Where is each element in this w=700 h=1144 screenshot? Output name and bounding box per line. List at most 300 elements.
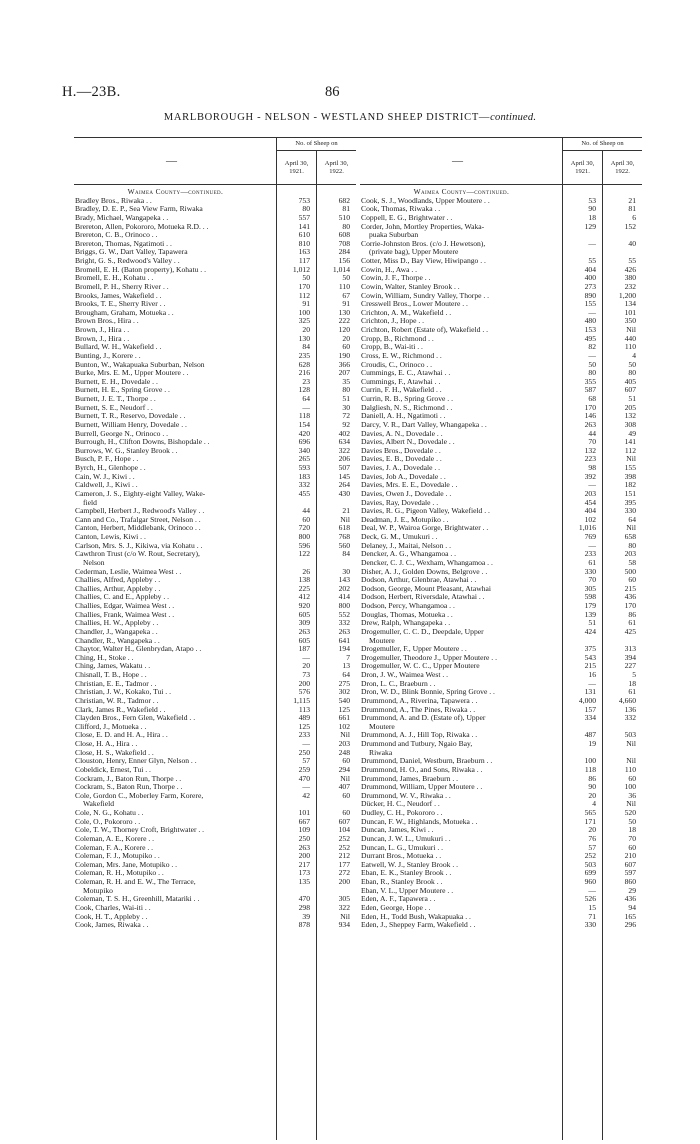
- sheep-1921: [562, 231, 602, 240]
- owner-name: Brown Bros., Hira . .: [75, 317, 139, 326]
- owner-name: Burnett, E. H., Dovedale . .: [75, 377, 158, 386]
- page-number: 86: [325, 84, 340, 100]
- owner-name: Eden, A. F., Tapawera . .: [361, 895, 436, 904]
- sheep-1922: 380: [624, 274, 636, 283]
- owner-name: Ching, James, Wakatu . .: [75, 662, 151, 671]
- sheep-1921: 593: [298, 464, 310, 472]
- sheep-1922: 81: [342, 205, 350, 214]
- sheep-1921: 44: [302, 507, 310, 516]
- table-row: [360, 292, 642, 301]
- table-row: [74, 516, 356, 525]
- table-row: [74, 559, 356, 568]
- table-row: [74, 662, 356, 671]
- owner-name: Douglas, Thomas, Motueka . .: [361, 610, 453, 619]
- sheep-1922: 70: [628, 834, 636, 843]
- sheep-1922: 507: [338, 464, 350, 472]
- owner-name: Davies, Owen J., Dovedale . .: [361, 489, 452, 498]
- table-row: [74, 887, 356, 896]
- table-row: [74, 818, 356, 827]
- table-row: [360, 749, 642, 758]
- owner-name: Cropp, B., Richmond . .: [361, 334, 434, 343]
- sheep-1921: 263: [298, 627, 310, 636]
- owner-name: Cummings, E. C., Atawhai . .: [361, 369, 451, 378]
- owner-name: Drogemuller, W. C. C., Upper Moutere: [361, 662, 480, 671]
- owner-name: Cropp, B., Wai-iti . .: [361, 343, 423, 352]
- sheep-1921: 118: [584, 765, 596, 774]
- table-row: [74, 352, 356, 361]
- table-row: [360, 335, 642, 344]
- table-row: [74, 386, 356, 395]
- table-row: [360, 309, 642, 318]
- sheep-1921: 122: [298, 550, 310, 559]
- table-row: [360, 343, 642, 352]
- table-row: [360, 818, 642, 827]
- sheep-1921: 605: [298, 610, 310, 619]
- table-row: [360, 706, 642, 715]
- sheep-1922: 332: [624, 714, 636, 723]
- title-main: MARLBOROUGH - NELSON - WESTLAND SHEEP DISTRICT—: [163, 112, 491, 123]
- owner-name: Eban, E. K., Stanley Brook . .: [361, 869, 452, 878]
- owner-name: Duncan, James, Kiwi . .: [361, 826, 434, 835]
- owner-name: Coleman, A. E., Korere . .: [75, 834, 155, 843]
- sheep-1922: 61: [628, 688, 636, 697]
- right-table: [360, 137, 642, 1140]
- sheep-1921: 412: [298, 593, 310, 602]
- sheep-1922: 29: [628, 886, 636, 895]
- table-row: [74, 921, 356, 930]
- sheep-1922: 430: [338, 489, 350, 498]
- sheep-1922: 682: [338, 196, 350, 205]
- table-row: [360, 611, 642, 620]
- sheep-1922: 104: [338, 826, 350, 835]
- sheep-1921: [276, 559, 316, 568]
- table-row: [74, 714, 356, 723]
- sheep-1922: 51: [342, 395, 350, 403]
- sheep-1922: 503: [624, 731, 636, 740]
- table-row: [360, 499, 642, 508]
- sheep-1921: [562, 188, 602, 197]
- sheep-1922: 264: [338, 481, 350, 490]
- owner-name: Brereton, C. B., Orinoco . .: [75, 231, 158, 240]
- table-row: [74, 550, 356, 559]
- sheep-1921: 455: [298, 489, 310, 498]
- sheep-1922: 402: [338, 429, 350, 438]
- owner-name: Coleman, T. S. H., Greenhill, Matariki . .: [75, 895, 200, 904]
- sheep-1922: [316, 887, 356, 896]
- sheep-1921: 325: [298, 317, 310, 326]
- table-row: [74, 240, 356, 249]
- sheep-1921: 200: [298, 679, 310, 688]
- owner-name: Burnett, J. E. T., Thorpe . .: [75, 395, 156, 403]
- owner-name: Chandler, R., Wangapeka . .: [75, 636, 160, 645]
- sheep-1922: 61: [628, 619, 636, 628]
- table-row: [74, 602, 356, 611]
- sheep-1921: 265: [298, 455, 310, 464]
- owner-name: Currin, R. B., Spring Grove . .: [361, 395, 453, 403]
- owner-name: Dücker, H. C., Neudorf . .: [361, 800, 440, 809]
- owner-name: Eatwell, W. J., Stanley Brook . .: [361, 860, 459, 869]
- sheep-1922: 800: [338, 602, 350, 610]
- sheep-1921: [276, 188, 316, 197]
- sheep-1921: —: [588, 351, 596, 360]
- sheep-1922: Nil: [340, 774, 350, 783]
- table-row: [360, 266, 642, 275]
- sheep-1922: 210: [624, 852, 636, 861]
- sheep-1921: 153: [584, 326, 596, 334]
- sheep-1922: 35: [342, 377, 350, 386]
- owner-name: Ching, H., Stoke . .: [75, 653, 134, 662]
- sheep-1921: [562, 637, 602, 646]
- table-row: [74, 378, 356, 387]
- owner-name: Dudley, C. H., Pokororo . .: [361, 809, 443, 817]
- owner-name: Davies, A. N., Dovedale . .: [361, 429, 443, 438]
- table-row: [74, 671, 356, 680]
- sheep-1922: 414: [338, 593, 350, 602]
- sheep-1921: 470: [298, 774, 310, 783]
- sheep-1922: 132: [624, 412, 636, 421]
- table-row: [360, 274, 642, 283]
- sheep-1922: 607: [338, 817, 350, 826]
- sheep-1921: 404: [584, 507, 596, 516]
- sheep-1922: 72: [342, 412, 350, 421]
- sheep-1922: 102: [338, 722, 350, 731]
- sheep-1922: 202: [338, 584, 350, 593]
- sheep-1921: 404: [584, 265, 596, 274]
- sheep-1921: [276, 499, 316, 508]
- owner-name: Bromell, E. H., Kohatu . .: [75, 274, 154, 283]
- sheep-1921: 139: [584, 610, 596, 619]
- sheep-1922: 18: [628, 826, 636, 835]
- sheep-1922: 36: [628, 791, 636, 800]
- sheep-1921: 392: [584, 472, 596, 481]
- sheep-1921: 15: [588, 903, 596, 912]
- owner-name: Cain, W. J., Kiwi . .: [75, 472, 135, 481]
- owner-name: Cowin, J. F., Thorpe . .: [361, 274, 431, 283]
- owner-name: Dodson, Percy, Whangamoa . .: [361, 602, 455, 610]
- sheep-1921: 1,016: [578, 524, 596, 533]
- sheep-1922: 284: [338, 248, 350, 257]
- sheep-1922: 1,200: [618, 291, 636, 300]
- sheep-1922: 203: [338, 740, 350, 748]
- sheep-1921: 71: [588, 912, 596, 921]
- owner-name: Brown, J., Hira . .: [75, 326, 130, 334]
- owner-name: Duncan, F. W., Highlands, Motueka . .: [361, 817, 478, 826]
- sheep-1922: 5: [632, 671, 636, 679]
- sheep-1922: 152: [624, 222, 636, 231]
- sheep-1921: 800: [298, 533, 310, 541]
- sheep-1922: 125: [338, 705, 350, 714]
- table-row: [74, 533, 356, 542]
- table-row: [74, 490, 356, 499]
- owner-name: Coleman, Mrs. Jane, Motupiko . .: [75, 860, 178, 869]
- owner-name: Dron, J. W., Waimea West . .: [361, 671, 449, 679]
- table-row: [360, 740, 642, 749]
- sheep-1922: 200: [338, 878, 350, 886]
- table-row: [360, 688, 642, 697]
- sheep-1922: 21: [628, 196, 636, 205]
- owner-name: Busch, P. F., Hope . .: [75, 455, 139, 464]
- table-row: [74, 361, 356, 370]
- sheep-1921: 109: [298, 826, 310, 835]
- table-row: [360, 904, 642, 913]
- sheep-1921: 60: [302, 515, 310, 524]
- sheep-1921: 57: [588, 843, 596, 852]
- owner-name: Eban, V. L., Upper Moutere . .: [361, 886, 454, 895]
- sheep-1922: 436: [624, 593, 636, 602]
- table-row: [360, 628, 642, 637]
- sheep-1921: —: [588, 308, 596, 317]
- owner-name: Cawthron Trust (c/o W. Rout, Secretary),: [75, 550, 200, 559]
- section-heading-row: [74, 188, 356, 197]
- sheep-1922: 60: [342, 809, 350, 817]
- sheep-1921: 155: [584, 300, 596, 309]
- owner-name: Wakefield: [83, 800, 115, 809]
- owner-name: Close, E. D. and H. A., Hira . .: [75, 731, 168, 740]
- sheep-1922: 40: [628, 239, 636, 248]
- sheep-1922: 60: [628, 843, 636, 852]
- owner-name: Bromell, E. H. (Baton property), Kohatu . .: [75, 265, 206, 274]
- table-row: [360, 895, 642, 904]
- owner-name: Bradley Bros., Riwaka . .: [75, 196, 152, 205]
- table-row: [360, 654, 642, 663]
- sheep-1922: 302: [338, 688, 350, 697]
- sheep-1922: [602, 637, 642, 646]
- table-row: [360, 464, 642, 473]
- sheep-1921: 332: [298, 481, 310, 490]
- table-row: [360, 775, 642, 784]
- sheep-1922: 407: [338, 783, 350, 792]
- table-row: [74, 455, 356, 464]
- table-row: [74, 524, 356, 533]
- sheep-1921: 86: [588, 774, 596, 783]
- table-row: [360, 317, 642, 326]
- sheep-1922: 405: [624, 377, 636, 386]
- owner-name: Duncan, L. G., Umukuri . .: [361, 843, 444, 852]
- sheep-1922: 156: [338, 257, 350, 265]
- table-row: [360, 197, 642, 206]
- table-row: [360, 921, 642, 930]
- left-table: [74, 137, 356, 1140]
- column-divider: [562, 185, 563, 1140]
- owner-name: Cockram, S., Baton Run, Thorpe . .: [75, 783, 183, 792]
- owner-name: Crichton, J., Hope . .: [361, 317, 425, 326]
- table-row: [74, 895, 356, 904]
- sheep-1921: [276, 887, 316, 896]
- sheep-1921: 470: [298, 895, 310, 904]
- table-row: [74, 731, 356, 740]
- sheep-1921: [562, 248, 602, 257]
- sheep-1922: 190: [338, 351, 350, 360]
- column-divider: [316, 185, 317, 1140]
- owner-name: Briggs, G. W., Dart Valley, Tapawera: [75, 248, 188, 257]
- owner-name: Dencker, A. G., Whangamoa . .: [361, 550, 457, 559]
- sheep-1921: 20: [588, 826, 596, 835]
- sheep-1922: [602, 723, 642, 732]
- table-row: [360, 283, 642, 292]
- table-row: [360, 481, 642, 490]
- sheep-1921: [562, 723, 602, 732]
- sheep-1922: 248: [338, 748, 350, 757]
- sheep-1922: 58: [628, 558, 636, 567]
- owner-name: Challies, C. and E., Appleby . .: [75, 593, 170, 602]
- owner-name: Crichton, Robert (Estate of), Wakefield . .: [361, 326, 489, 334]
- section-heading: Waimea County—continued.: [413, 188, 510, 196]
- sheep-1921: 100: [584, 757, 596, 766]
- table-row: [360, 826, 642, 835]
- owner-name: Drummond, Daniel, Westburn, Braeburn . .: [361, 757, 493, 766]
- owner-name: Deck, G. M., Umukuri . .: [361, 533, 438, 541]
- table-row: [360, 214, 642, 223]
- owner-name: Challies, H. W., Appleby . .: [75, 619, 159, 628]
- table-row: [74, 654, 356, 663]
- owner-name: Dodson, George, Mount Pleasant, Atawhai: [361, 584, 491, 593]
- owner-name: Corrie-Johnston Bros. (c/o J. Hewetson),: [361, 239, 486, 248]
- sheep-1921: —: [588, 886, 596, 895]
- owner-name: Nelson: [83, 558, 105, 567]
- owner-name: Drogemuller, C. C. D., Deepdale, Upper: [361, 627, 484, 636]
- sheep-1922: 1,014: [332, 265, 350, 274]
- page-title: [0, 112, 700, 123]
- table-row: [360, 637, 642, 646]
- sheep-1921: 183: [298, 472, 310, 481]
- sheep-1921: 16: [588, 671, 596, 679]
- table-row: [360, 913, 642, 922]
- sheep-1922: 165: [624, 912, 636, 921]
- sheep-1922: [602, 248, 642, 257]
- sheep-1922: 30: [342, 567, 350, 576]
- table-row: [74, 507, 356, 516]
- table-row: [74, 869, 356, 878]
- sheep-1921: 91: [302, 300, 310, 309]
- col-1922-header: April 30, 1922.: [316, 151, 356, 185]
- sheep-1921: 309: [298, 619, 310, 628]
- sheep-1922: 296: [624, 921, 636, 930]
- owner-name: Chaytor, Walter H., Glenbrydan, Atapo . .: [75, 645, 202, 654]
- table-row: [74, 326, 356, 335]
- table-row: [360, 878, 642, 887]
- table-row: [360, 395, 642, 404]
- sheep-1921: 44: [588, 429, 596, 438]
- sheep-1921: [276, 800, 316, 809]
- table-row: [360, 447, 642, 456]
- table-row: [360, 473, 642, 482]
- sheep-1921: 1,012: [292, 265, 310, 274]
- table-row: [360, 723, 642, 732]
- sheep-1922: 100: [624, 783, 636, 792]
- sheep-1922: 436: [624, 895, 636, 904]
- owner-name: Challies, Frank, Waimea West . .: [75, 610, 175, 619]
- owner-name: Canton, Lewis, Kiwi . .: [75, 533, 146, 541]
- sheep-1922: 618: [338, 524, 350, 533]
- sheep-1921: 50: [302, 274, 310, 283]
- table-row: [360, 533, 642, 542]
- sheep-1922: 177: [338, 860, 350, 869]
- sheep-1922: 275: [338, 679, 350, 688]
- table-row: [360, 671, 642, 680]
- sheep-1922: [602, 231, 642, 240]
- sheep-1921: —: [588, 541, 596, 550]
- owner-name: Drummond and Tutbury, Ngaio Bay,: [361, 740, 473, 748]
- table-row: [74, 844, 356, 853]
- sheep-1921: 215: [584, 662, 596, 671]
- sheep-1922: 426: [624, 265, 636, 274]
- sheep-1922: 84: [342, 550, 350, 559]
- owner-name: Burrows, W. G., Stanley Brook . .: [75, 446, 178, 455]
- sheep-1921: 960: [584, 878, 596, 886]
- table-row: [74, 309, 356, 318]
- sheep-1921: 263: [584, 420, 596, 429]
- owner-name: Cockram, J., Baton Run, Thorpe . .: [75, 774, 182, 783]
- owner-name: Carlson, Mrs. S. J., Kikiwa, via Kohatu . .: [75, 541, 203, 550]
- owner-name: Dron, L. C., Braeburn . .: [361, 679, 436, 688]
- table-row: [360, 680, 642, 689]
- owner-name: Burke, Mrs. E. M., Upper Moutere . .: [75, 369, 189, 378]
- sheep-1922: 67: [342, 291, 350, 300]
- sheep-1921: 157: [584, 705, 596, 714]
- sheep-1921: —: [302, 403, 310, 412]
- sheep-1921: 610: [298, 231, 310, 240]
- table-row: [360, 714, 642, 723]
- owner-name: Cook, Charles, Wai-iti . .: [75, 903, 151, 912]
- sheep-1922: [316, 188, 356, 197]
- sheep-1921: 76: [588, 834, 596, 843]
- table-row: [74, 835, 356, 844]
- owner-name: Drummond, A. and D. (Estate of), Upper: [361, 714, 486, 723]
- owner-name: Coleman, R. H. and E. W., The Terrace,: [75, 878, 196, 886]
- owner-name: Coleman, R. H., Motupiko . .: [75, 869, 164, 878]
- sheep-1921: 543: [584, 653, 596, 662]
- table-row: [74, 274, 356, 283]
- sheep-1921: 118: [298, 412, 310, 421]
- table-row: [360, 731, 642, 740]
- table-row: [74, 197, 356, 206]
- sheep-1921: 225: [298, 584, 310, 593]
- sheep-1922: 151: [624, 489, 636, 498]
- sheep-1922: 366: [338, 360, 350, 369]
- owner-name: Campbell, Herbert J., Redwood's Valley . .: [75, 507, 205, 516]
- owner-name: Dencker, C. J. C., Wexham, Whangamoa . .: [361, 558, 493, 567]
- sheep-1921: 64: [302, 395, 310, 403]
- owner-name: Durrant Bros., Motueka . .: [361, 852, 442, 861]
- sheep-1922: 308: [624, 420, 636, 429]
- table-row: [360, 240, 642, 249]
- owner-name: Bright, G. S., Redwood's Valley . .: [75, 257, 180, 265]
- table-row: [74, 412, 356, 421]
- owner-name: Drummond, William, Upper Moutere . .: [361, 783, 483, 792]
- table-row: [74, 430, 356, 439]
- sheep-1921: 576: [298, 688, 310, 697]
- table-row: [74, 800, 356, 809]
- sheep-1921: 878: [298, 921, 310, 930]
- table-row: [360, 619, 642, 628]
- owner-name: Dron, W. D., Blink Bonnie, Spring Grove . .: [361, 688, 495, 697]
- sheep-1921: 340: [298, 446, 310, 455]
- owner-name: Cotter, Miss D., Bay View, Hiwipango . .: [361, 257, 486, 265]
- owner-name: Burrell, George N., Orinoco . .: [75, 429, 169, 438]
- sheep-1921: —: [588, 679, 596, 688]
- sheep-1921: 216: [298, 369, 310, 378]
- sheep-1922: 134: [624, 300, 636, 309]
- table-row: [360, 662, 642, 671]
- table-row: [360, 593, 642, 602]
- owner-name: Chandler, J., Wangapeka . .: [75, 627, 158, 636]
- sheep-1922: 6: [632, 213, 636, 222]
- owner-name: Crichton, A. M., Wakefield . .: [361, 308, 452, 317]
- table-row: [74, 619, 356, 628]
- sheep-1922: 658: [624, 533, 636, 541]
- sheep-1922: 252: [338, 834, 350, 843]
- sheep-1922: 305: [338, 895, 350, 904]
